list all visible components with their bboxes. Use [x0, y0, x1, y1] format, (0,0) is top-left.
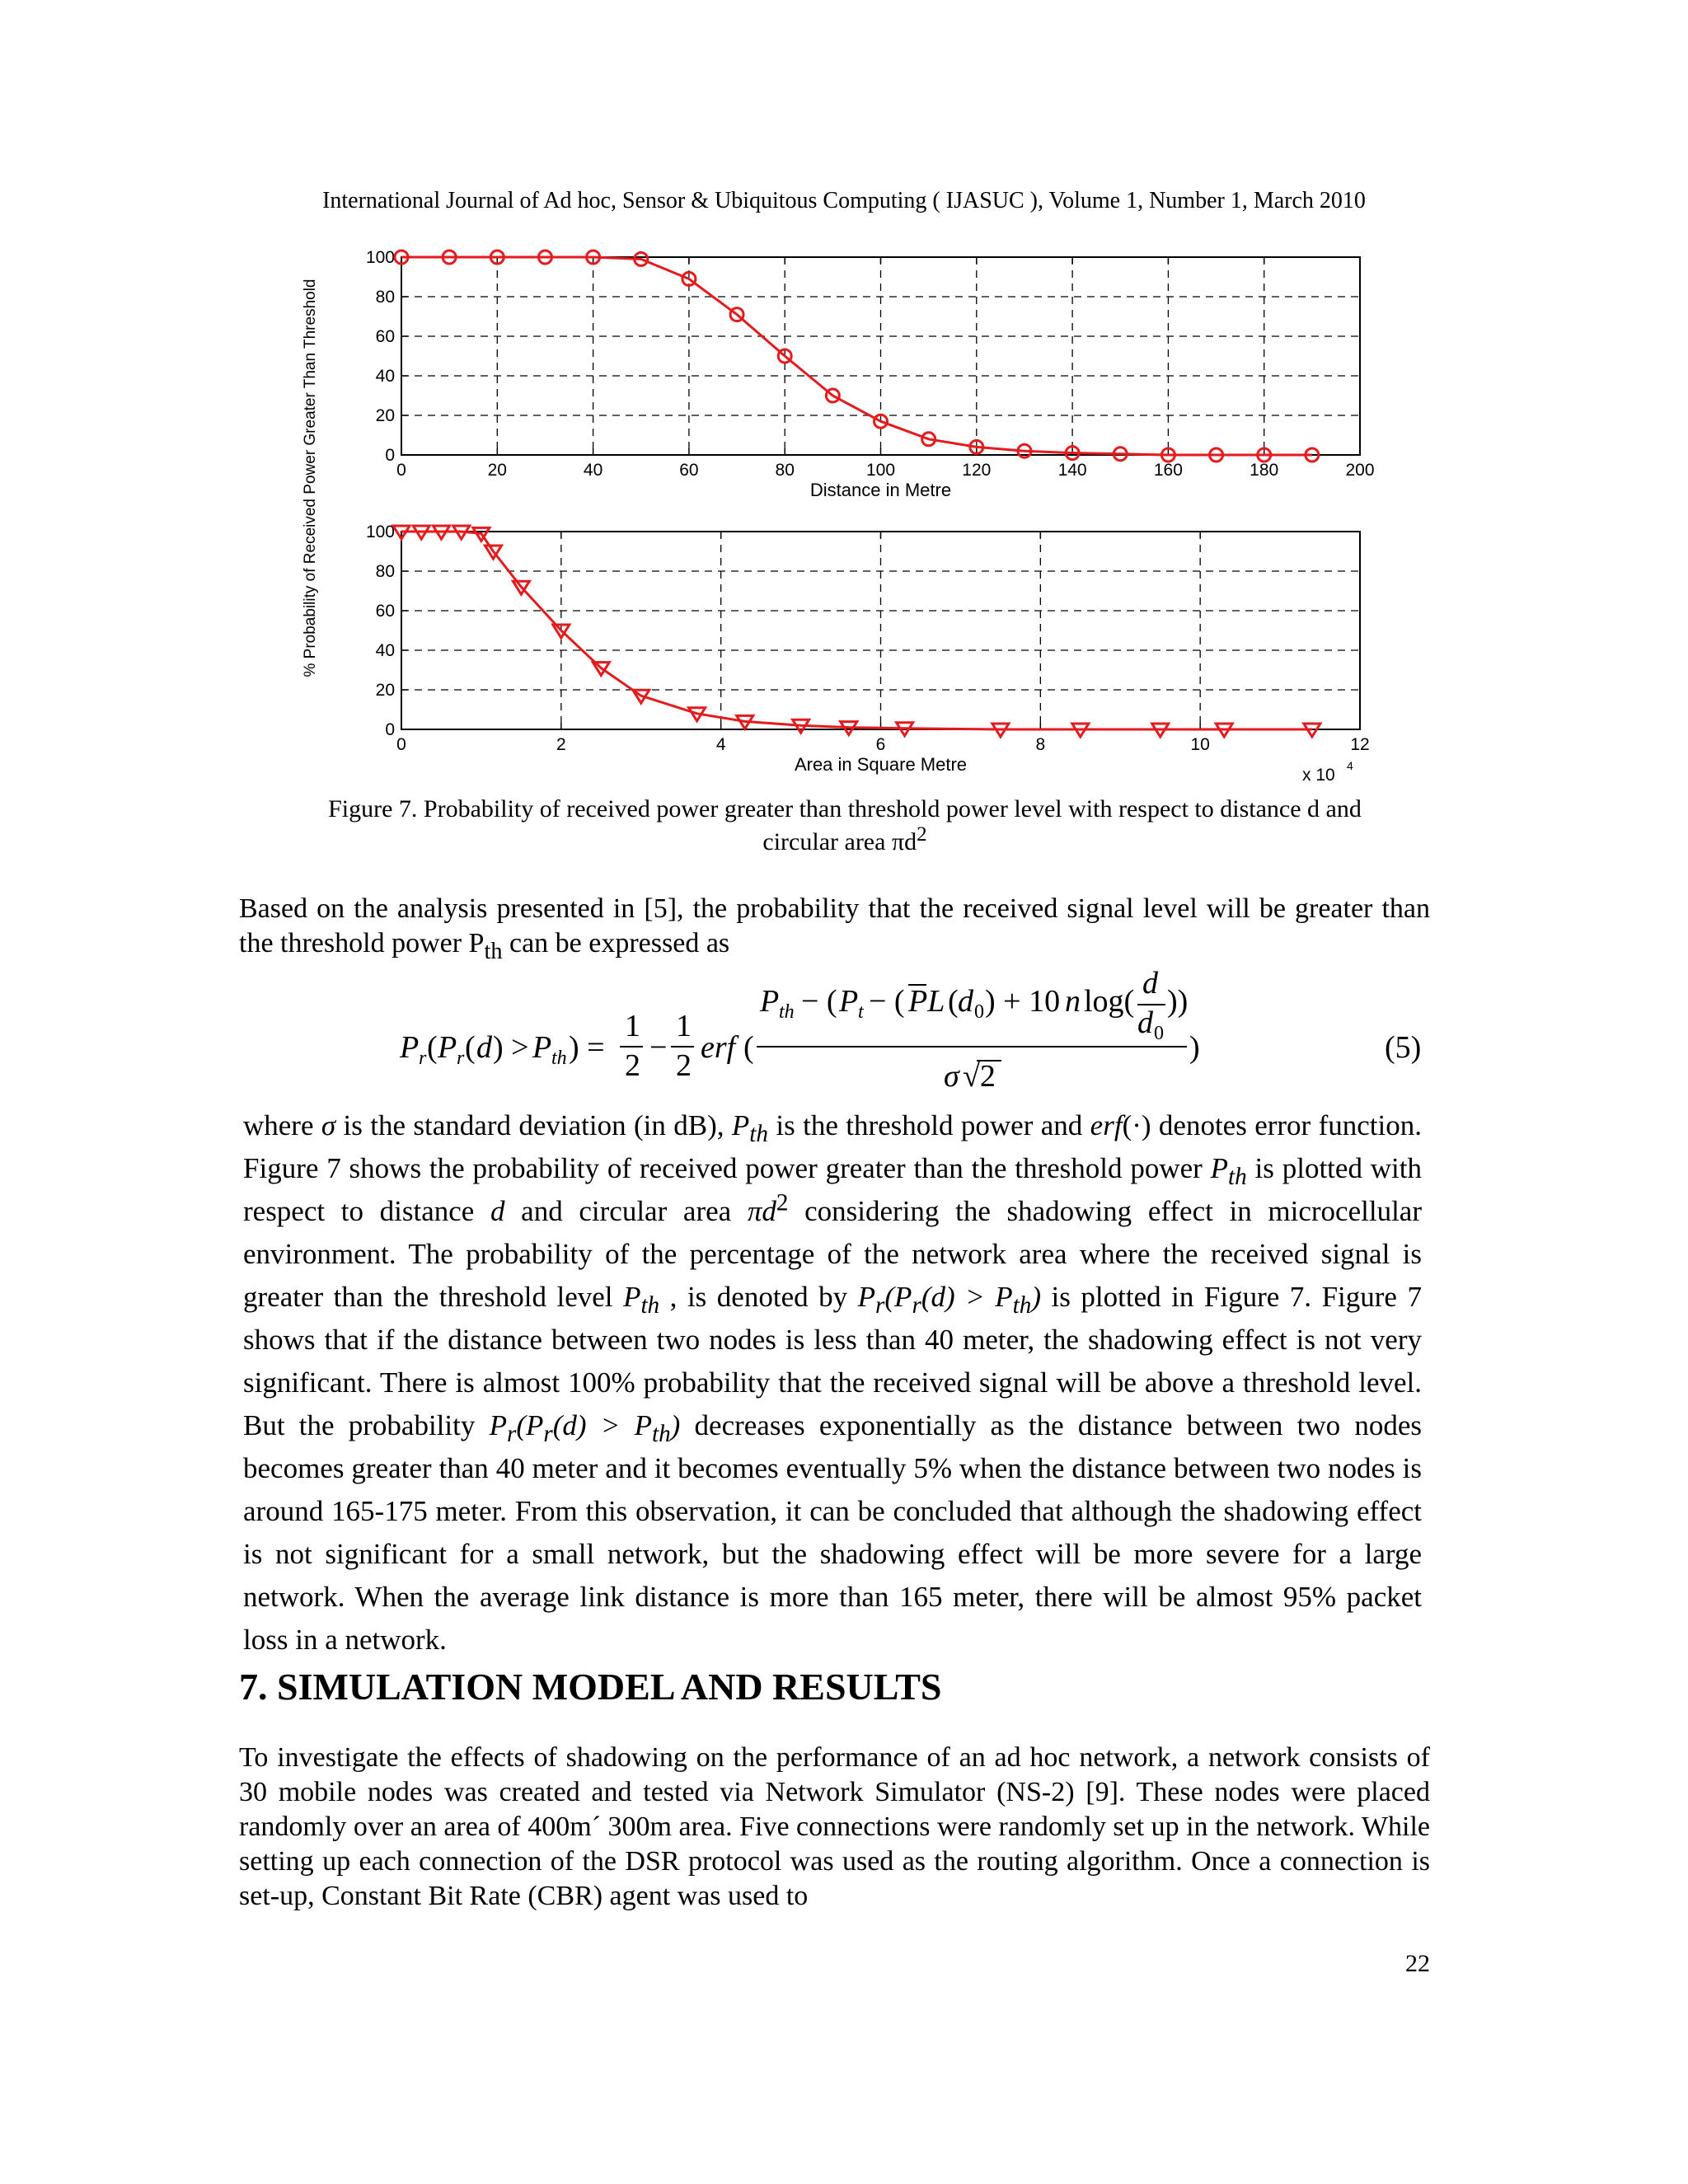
svg-text:d: d	[1137, 1005, 1153, 1040]
area-plot	[366, 523, 1370, 785]
paragraph-intro	[239, 892, 1430, 964]
svg-text:n: n	[1065, 984, 1081, 1019]
svg-text:0: 0	[1154, 1023, 1164, 1044]
p2-pr-close-1: )	[1031, 1281, 1042, 1313]
figure-7-chart	[280, 239, 1401, 787]
p2-erf: erf	[1090, 1109, 1123, 1141]
y-tick-label: 40	[375, 641, 395, 660]
p2-pr-inner-1: (P	[884, 1281, 912, 1313]
y-tick-label: 0	[385, 720, 395, 739]
x-tick-label: 0	[396, 735, 406, 754]
svg-text:d: d	[1142, 968, 1158, 1001]
p2-pr-inner-sub-1: r	[912, 1292, 921, 1319]
svg-text:P: P	[532, 1030, 552, 1065]
x-tick-label: 8	[1035, 735, 1046, 754]
shared-y-axis-label: % Probability of Received Power Greater Than Threshold	[302, 279, 319, 677]
figure-caption	[239, 793, 1451, 859]
svg-text:th: th	[779, 1001, 795, 1023]
svg-text:t: t	[858, 1001, 864, 1023]
svg-text:erf: erf	[701, 1030, 736, 1065]
svg-text:P: P	[438, 1030, 457, 1065]
caption-line-2: circular area πd	[762, 828, 917, 855]
p2-pr-inner-2: (P	[516, 1409, 544, 1441]
p2-pth-sub-3: th	[640, 1292, 660, 1319]
series-line	[401, 532, 1312, 729]
series-line	[401, 257, 1312, 455]
svg-text:1: 1	[625, 1009, 640, 1043]
x-tick-label: 120	[962, 461, 992, 480]
svg-text:(: (	[465, 1030, 476, 1065]
p2-pth-sub: th	[749, 1121, 768, 1147]
x-tick-label: 100	[865, 461, 896, 480]
y-tick-label: 100	[365, 248, 395, 267]
x-tick-label: 20	[487, 461, 507, 480]
p2-pr-1: P	[857, 1281, 876, 1313]
y-tick-label: 80	[375, 562, 395, 581]
y-tick-label: 100	[365, 523, 395, 541]
p2-sigma: σ	[321, 1109, 336, 1141]
p2-s10: decreases exponentially as the distance between two nodes becomes greater than 40 meter and it becomes eventually 5% when the distance between two nodes is around 165-175 meter. From this observation, it can be concluded that although the shadowing effect is not significant for a small network, but the shadowing effect will be more severe for a large network. When the average link distance is more than 165 meter, there will be almost 95% packet loss in a network.	[243, 1409, 1422, 1656]
svg-text:P: P	[839, 984, 859, 1019]
x-tick-label: 12	[1350, 735, 1370, 754]
svg-text:(: (	[948, 984, 959, 1019]
x-axis-label: Distance in Metre	[809, 480, 952, 500]
para1-sub: th	[484, 938, 503, 964]
p2-pr-sub-1: r	[875, 1292, 885, 1319]
p2-pr-inner-sub-2: r	[543, 1421, 553, 1447]
p2-erf-arg: (·)	[1122, 1109, 1151, 1141]
p2-pth-sub-2: th	[1228, 1164, 1247, 1190]
p2-pth: P	[731, 1109, 750, 1141]
x-tick-label: 80	[775, 461, 795, 480]
x-tick-label: 180	[1250, 461, 1279, 480]
svg-text:P: P	[400, 1030, 420, 1065]
svg-text:P: P	[760, 984, 780, 1019]
p2-s3: is the threshold power and	[767, 1109, 1090, 1141]
x-tick-label: 200	[1345, 461, 1375, 480]
p2-s5: is plotted with respect to distance	[243, 1152, 1423, 1227]
y-tick-label: 40	[375, 367, 395, 386]
y-tick-label: 0	[385, 446, 395, 465]
para1-tail: can be expressed as	[502, 928, 730, 958]
p2-pr-close-2: )	[670, 1409, 681, 1441]
x-tick-label: 40	[583, 461, 603, 480]
svg-text:): )	[1189, 1030, 1200, 1065]
p2-pr-th-1: th	[1012, 1292, 1032, 1319]
svg-text:) =: ) =	[569, 1030, 605, 1065]
y-tick-label: 20	[375, 681, 395, 700]
svg-text:(: (	[743, 1030, 754, 1065]
p2-pr-sub-2: r	[506, 1421, 517, 1447]
page-number: 22	[1405, 1950, 1430, 1977]
p2-pth-2: P	[1210, 1152, 1229, 1184]
equation-5	[239, 968, 1430, 1104]
p2-s2: is the standard deviation (in dB),	[335, 1109, 732, 1141]
p2-pr-th-2: th	[651, 1421, 671, 1447]
p2-s1: where	[243, 1109, 321, 1141]
x-axis-label: Area in Square Metre	[794, 754, 968, 775]
svg-text:log(: log(	[1084, 984, 1135, 1019]
svg-text:−: −	[649, 1030, 668, 1065]
x-tick-label: 160	[1153, 461, 1183, 480]
p2-d: d	[490, 1195, 505, 1227]
p2-pr-rest-2: (d) > P	[552, 1409, 652, 1441]
svg-text:2: 2	[625, 1048, 640, 1083]
svg-text:0: 0	[974, 1001, 984, 1023]
x-tick-label: 60	[679, 461, 699, 480]
y-tick-label: 20	[375, 406, 395, 425]
caption-sup: 2	[917, 823, 927, 846]
svg-text:(: (	[427, 1030, 438, 1065]
p2-s8: , is denoted by	[659, 1281, 858, 1313]
x-tick-label: 10	[1190, 735, 1210, 754]
x-tick-label: 140	[1057, 461, 1087, 480]
y-tick-label: 60	[375, 602, 395, 621]
p2-pth-3: P	[623, 1281, 641, 1313]
svg-text:√2: √2	[963, 1059, 996, 1094]
x-tick-label: 0	[396, 461, 406, 480]
p2-s6: and circular area	[504, 1195, 748, 1227]
p2-pr-2: P	[489, 1409, 507, 1441]
svg-text:th: th	[551, 1047, 567, 1069]
distance-plot	[366, 248, 1375, 500]
p2-pid: πd	[747, 1195, 776, 1227]
svg-text:) >: ) >	[493, 1030, 529, 1065]
svg-text:− (: − (	[869, 984, 905, 1019]
caption-line-1: Figure 7. Probability of received power greater than threshold power level with respect to distance d and	[328, 795, 1362, 823]
svg-text:1: 1	[676, 1009, 692, 1043]
paragraph-simulation: To investigate the effects of shadowing on the performance of an ad hoc network, a network consists of 30 mobile nodes was created and tested via Network Simulator (NS-2) [9]. These nodes were placed randomly over an area of 400m´ 300m area. Five connections were randomly set up in the network. While setting up each connection of the DSR protocol was used as the routing algorithm. Once a connection is set-up, Constant Bit Rate (CBR) agent was used to	[239, 1742, 1430, 1911]
svg-text:d: d	[476, 1030, 492, 1065]
svg-text:d: d	[958, 984, 973, 1019]
section-heading: 7. SIMULATION MODEL AND RESULTS	[239, 1666, 942, 1708]
paragraph-explanation	[243, 1104, 1422, 1661]
svg-text:) + 10: ) + 10	[985, 984, 1061, 1019]
p2-pid-sup: 2	[776, 1189, 789, 1216]
running-header: International Journal of Ad hoc, Sensor & Ubiquitous Computing ( IJASUC ), Volume 1, Number 1, March 2010	[322, 188, 1366, 213]
svg-text:PL: PL	[908, 984, 945, 1019]
x-tick-label: 6	[875, 735, 886, 754]
svg-text:r: r	[419, 1047, 427, 1069]
y-tick-label: 80	[375, 288, 395, 307]
svg-text:2: 2	[676, 1048, 692, 1083]
para1-text: Based on the analysis presented in [5], the probability that the received signal level will be greater than the threshold power P	[239, 893, 1430, 958]
svg-text:)): ))	[1167, 984, 1189, 1019]
equation-number: (5)	[1385, 1030, 1422, 1065]
y-tick-label: 60	[375, 327, 395, 346]
p2-s7: considering the shadowing effect in microcellular environment. The probability of the percentage of the network area where the received signal is greater than the threshold level	[243, 1195, 1422, 1313]
p2-s9: is plotted in Figure 7. Figure 7 shows that if the distance between two nodes is less than 40 meter, the shadowing effect is not very significant. There is almost 100% probability that the received signal will be above a threshold level. But the probability	[243, 1281, 1422, 1441]
svg-text:σ: σ	[944, 1059, 959, 1094]
svg-text:− (: − (	[801, 984, 837, 1019]
x-axis-scale-exp: 4	[1347, 759, 1353, 772]
svg-text:r: r	[457, 1047, 465, 1069]
x-tick-label: 2	[556, 735, 566, 754]
x-tick-label: 4	[715, 735, 726, 754]
x-axis-scale: x 10	[1302, 766, 1335, 785]
p2-pr-rest-1: (d) > P	[921, 1281, 1013, 1313]
p2-s4: denotes error function. Figure 7 shows the probability of received power greater than the threshold power	[243, 1109, 1422, 1184]
